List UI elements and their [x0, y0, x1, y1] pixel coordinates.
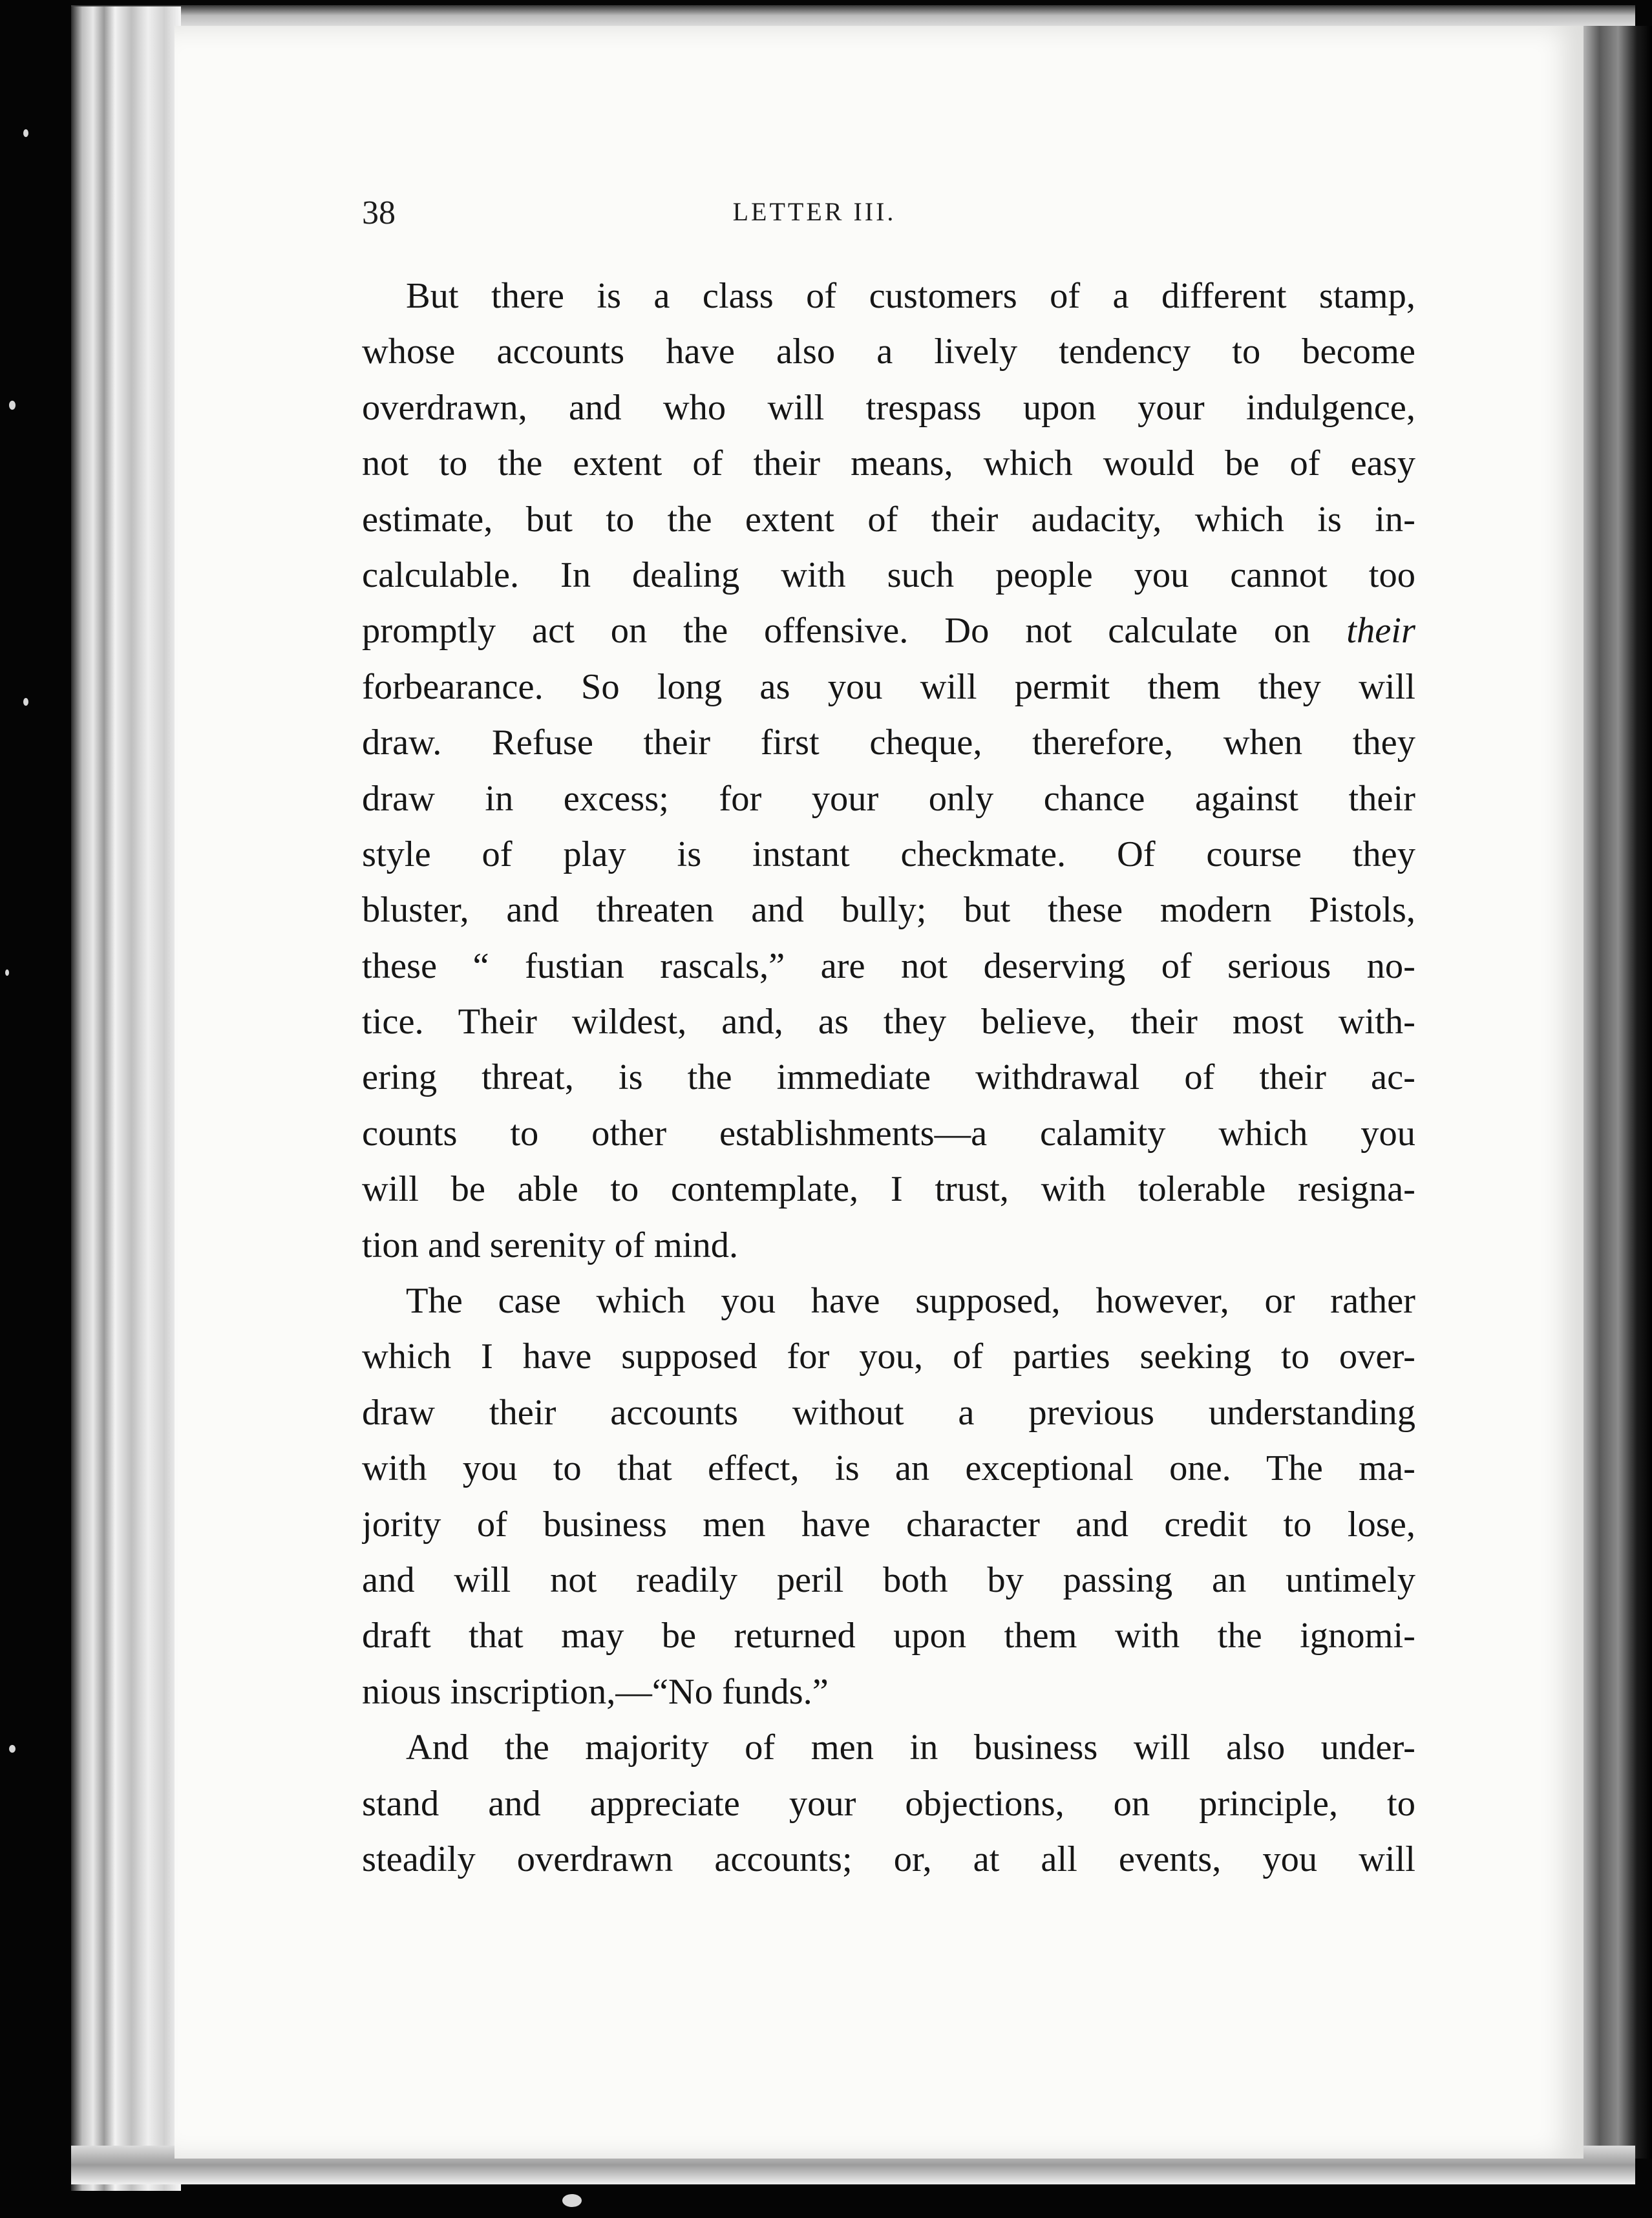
scan-speck — [23, 698, 28, 706]
scan-speck — [9, 401, 16, 410]
text-line: nious inscription,—“No funds.” — [362, 1671, 829, 1712]
emphasis-word: their — [1346, 611, 1415, 651]
text-line: overdrawn, and who will trespass upon your indulgence, — [362, 387, 1415, 428]
text-line: whose accounts have also a lively tendency to become — [362, 332, 1415, 372]
text-line: counts to other establishments—a calamity which you — [362, 1113, 1415, 1154]
text-line: tice. Their wildest, and, as they believe, their most with- — [362, 1002, 1415, 1042]
text-line: not to the extent of their means, which would be of easy — [362, 443, 1415, 484]
text-line: draw in excess; for your only chance against their — [362, 778, 1415, 819]
text-line: draw their accounts without a previous understanding — [362, 1392, 1415, 1433]
text-line: estimate, but to the extent of their audacity, which is in- — [362, 499, 1415, 540]
text-line: with you to that effect, is an exceptional one. The ma- — [362, 1448, 1415, 1489]
text-line: forbearance. So long as you will permit them they will — [362, 666, 1415, 707]
text-line: jority of business men have character and credit to lose, — [362, 1504, 1415, 1545]
text-line: ering threat, is the immediate withdrawal of their ac- — [362, 1057, 1415, 1098]
scan-speck — [9, 1745, 16, 1753]
text-line: these “ fustian rascals,” are not deserving of serious no- — [362, 945, 1415, 986]
text-line: And the majority of men in business will also under- — [406, 1727, 1415, 1768]
text-line: bluster, and threaten and bully; but these modern Pistols, — [362, 890, 1415, 931]
text-line: will be able to contemplate, I trust, with tolerable resigna- — [362, 1169, 1415, 1210]
book-gutter-shadow — [1577, 26, 1652, 2159]
book-page-edges — [71, 6, 181, 2191]
text-line: The case which you have supposed, however, or rather — [406, 1281, 1415, 1322]
text-line: and will not readily peril both by passing an untimely — [362, 1559, 1415, 1600]
text-line: promptly act on the offensive. Do not calculate on their — [362, 611, 1415, 651]
page-number: 38 — [362, 195, 396, 231]
text-line: steadily overdrawn accounts; or, at all events, you will — [362, 1839, 1415, 1879]
scan-speck — [23, 129, 28, 137]
text-line: style of play is instant checkmate. Of course they — [362, 834, 1415, 874]
text-line: tion and serenity of mind. — [362, 1225, 739, 1265]
text-line: calculable. In dealing with such people you cannot too — [362, 554, 1415, 595]
scan-speck — [5, 969, 9, 976]
text-line: draft that may be returned upon them with the ignomi- — [362, 1616, 1415, 1656]
body-text — [362, 268, 1415, 2078]
text-line: stand and appreciate your objections, on principle, to — [362, 1783, 1415, 1824]
text-line: But there is a class of customers of a different stamp, — [406, 276, 1415, 316]
scan-speck — [562, 2194, 582, 2207]
text-line: which I have supposed for you, of parties seeking to over- — [362, 1336, 1415, 1377]
running-head — [362, 194, 1415, 246]
chapter-title: LETTER III. — [732, 197, 896, 226]
text-line: draw. Refuse their first cheque, therefore, when they — [362, 723, 1415, 763]
